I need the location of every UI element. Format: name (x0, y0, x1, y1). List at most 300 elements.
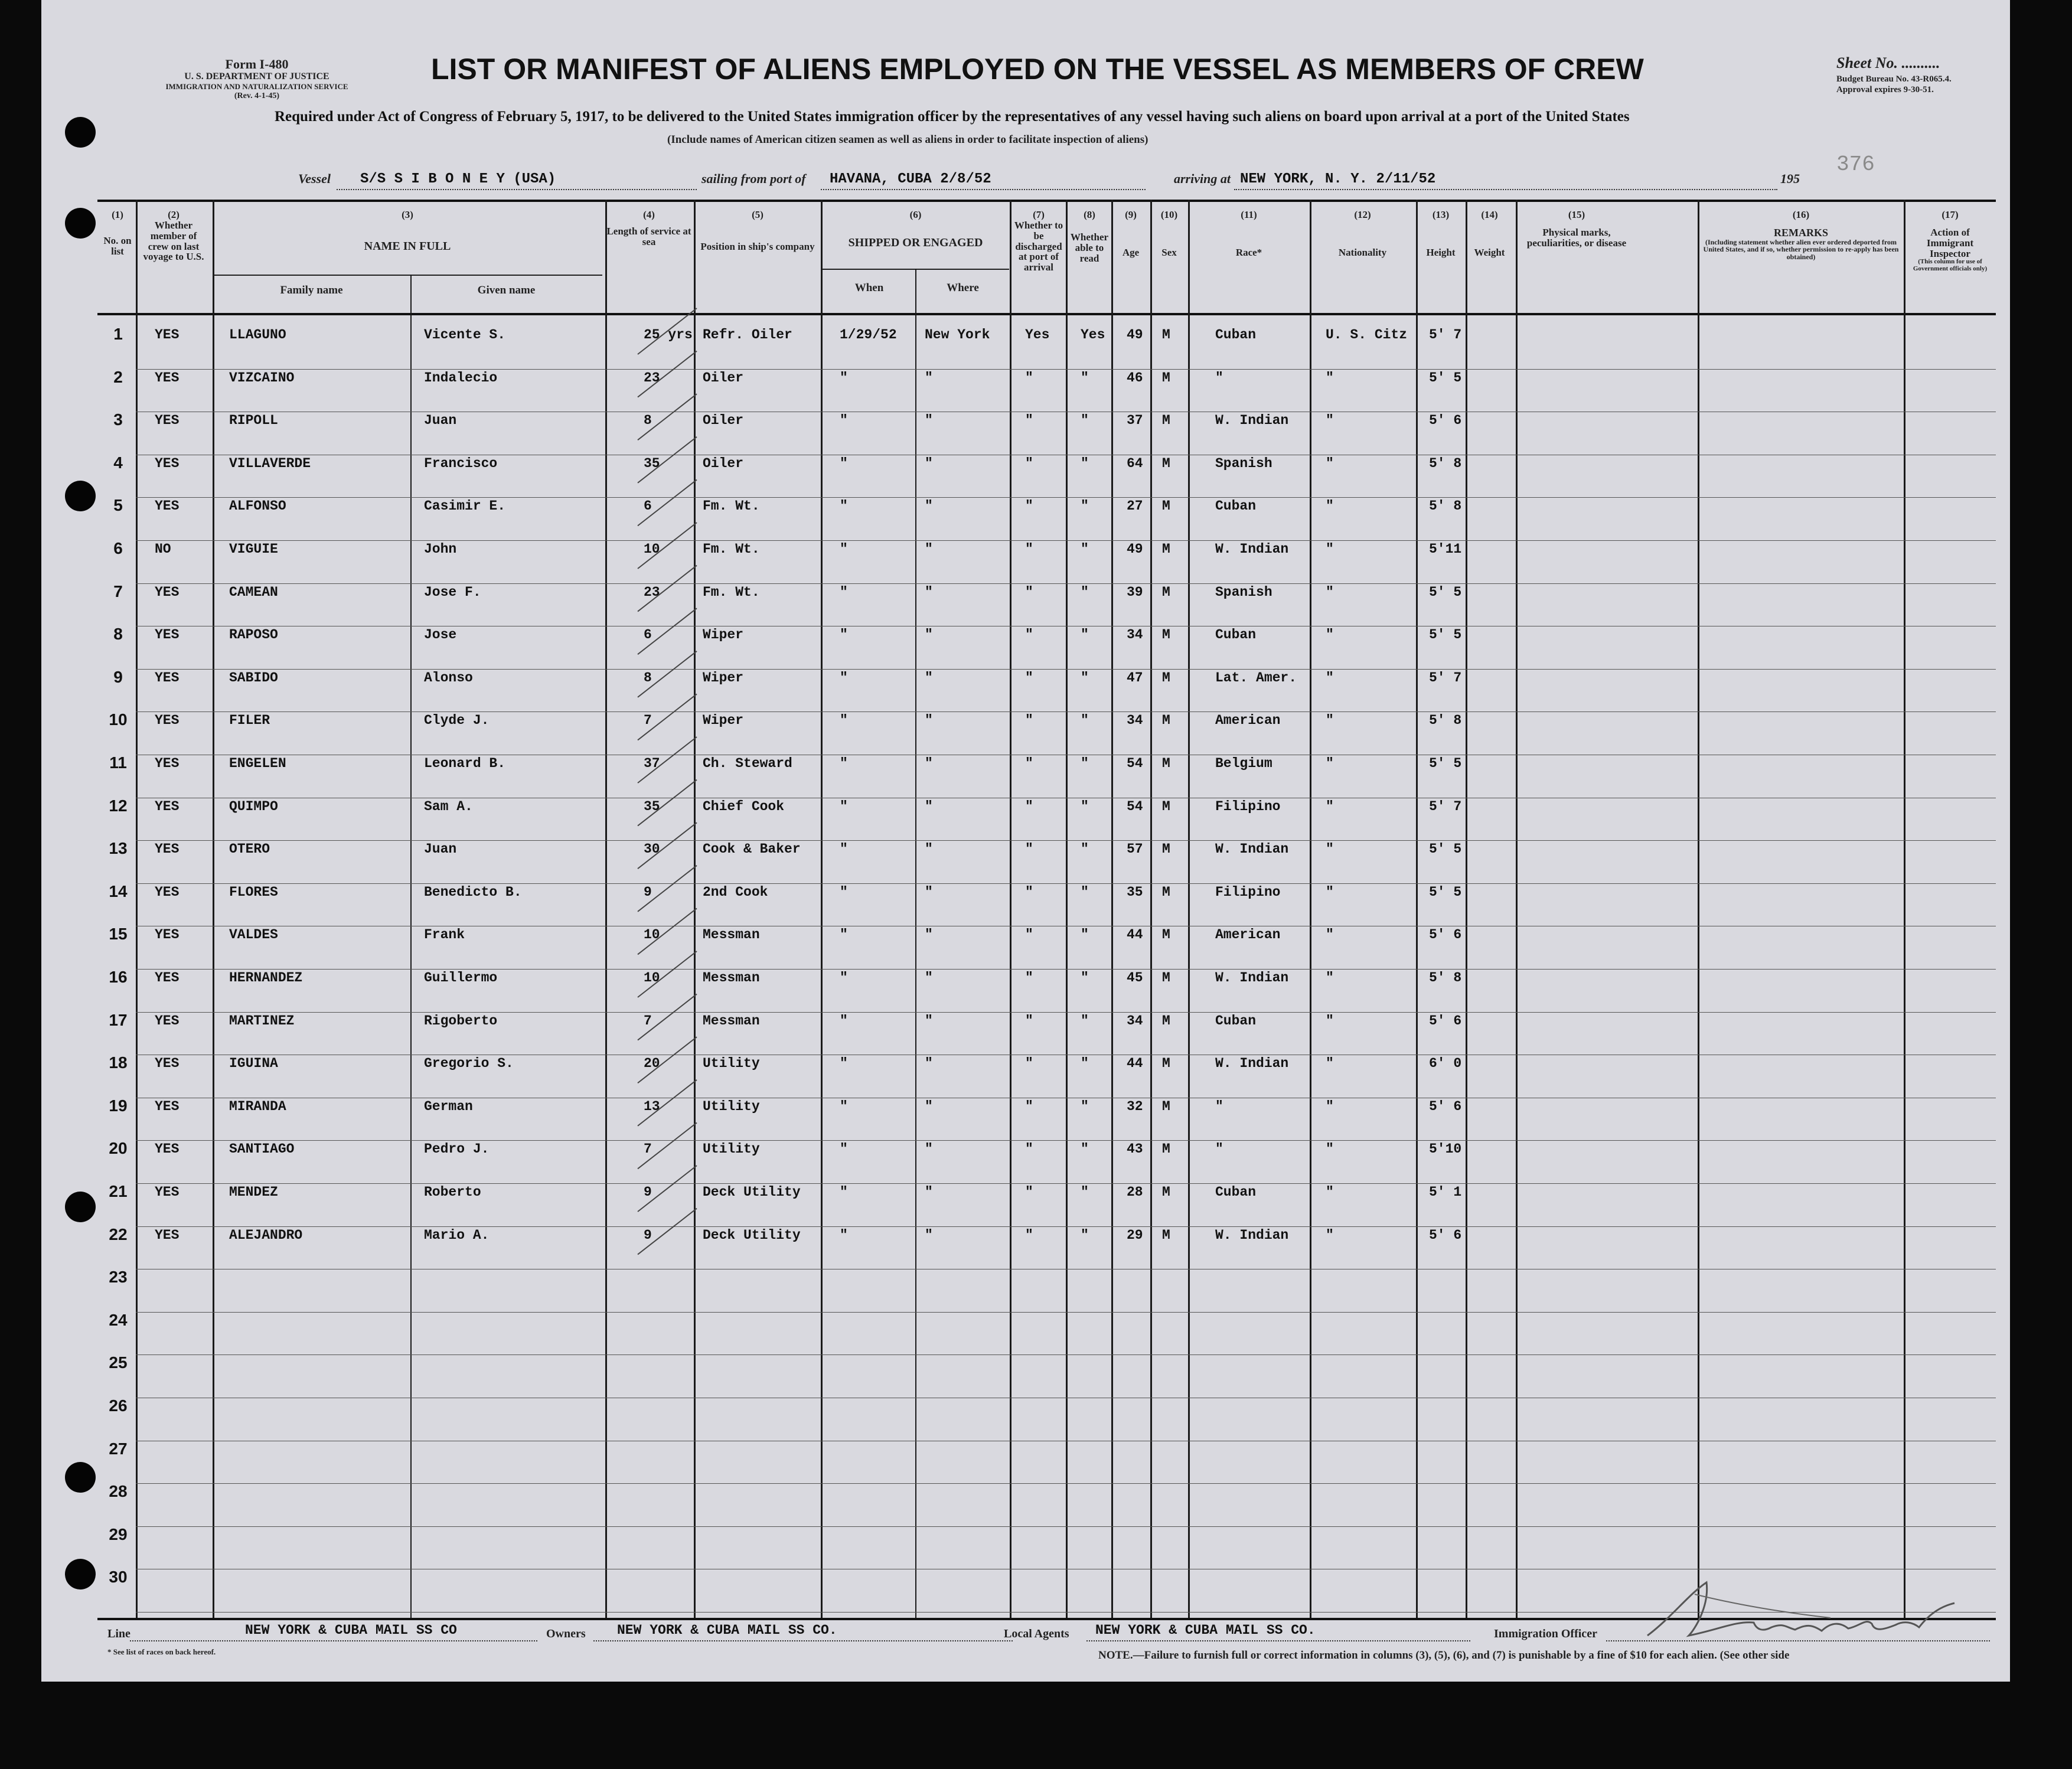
row-number: 26 (109, 1396, 128, 1415)
race-cell: W. Indian (1215, 1056, 1289, 1072)
able-to-read-cell: " (1081, 713, 1089, 729)
col14-number: (14) (1481, 209, 1498, 220)
discharged-cell: " (1025, 541, 1033, 557)
col17-subtitle: (This column for use of Government officials only) (1913, 258, 1988, 272)
sex-cell: M (1162, 370, 1170, 386)
col2-title: Whether member of crew on last voyage to U.S. (143, 219, 204, 263)
shipped-where-cell: " (925, 1056, 933, 1072)
service-length-cell: 30 (644, 841, 660, 857)
agents-value: NEW YORK & CUBA MAIL SS CO. (1095, 1623, 1316, 1638)
shipped-when-cell: " (840, 627, 848, 643)
discharged-cell: " (1025, 1184, 1033, 1200)
able-to-read-cell: " (1081, 498, 1089, 514)
able-to-read-cell: " (1081, 1013, 1089, 1029)
nationality-cell: " (1326, 370, 1334, 386)
prev-voyage-cell: YES (155, 627, 180, 643)
prev-voyage-cell: YES (155, 670, 180, 686)
arriving-label: arriving at (1174, 171, 1231, 186)
officer-label: Immigration Officer (1494, 1627, 1597, 1640)
given-name-cell: Gregorio S. (424, 1056, 514, 1072)
shipped-where-cell: " (925, 370, 933, 386)
age-cell: 32 (1127, 1098, 1143, 1114)
col15-number: (15) (1568, 209, 1585, 220)
service-length-cell: 9 (644, 1184, 652, 1200)
position-cell: Utility (703, 1098, 760, 1114)
prev-voyage-cell: YES (155, 884, 180, 900)
service-length-cell: 6 (644, 498, 652, 514)
nationality-cell: " (1326, 670, 1334, 686)
row-number: 15 (109, 925, 128, 944)
shipped-where-cell: New York (925, 327, 990, 342)
row-number: 27 (109, 1439, 128, 1458)
race-cell: W. Indian (1215, 841, 1289, 857)
col3a-header: Family name (280, 284, 343, 296)
position-cell: Oiler (703, 413, 744, 429)
prev-voyage-cell: YES (155, 841, 180, 857)
service-length-cell: 9 (644, 1227, 652, 1243)
given-name-cell: Sam A. (424, 798, 473, 814)
pen-slash-mark (638, 1080, 697, 1126)
position-cell: Messman (703, 970, 760, 985)
position-cell: Fm. Wt. (703, 584, 760, 600)
shipped-when-cell: " (840, 1141, 848, 1157)
service-length-cell: 7 (644, 1141, 652, 1157)
age-cell: 35 (1127, 884, 1143, 900)
position-cell: Wiper (703, 713, 744, 729)
given-name-cell: Vicente S. (424, 327, 506, 342)
form-instruction: (Include names of American citizen seamen as well as aliens in order to facilitate inspection of aliens) (667, 133, 1148, 146)
service-length-cell: 10 (644, 927, 660, 943)
height-cell: 5' 6 (1429, 413, 1462, 429)
family-name-cell: LLAGUNO (229, 327, 286, 342)
col11-number: (11) (1241, 209, 1257, 220)
discharged-cell: " (1025, 455, 1033, 471)
able-to-read-cell: " (1081, 970, 1089, 985)
shipped-where-cell: " (925, 970, 933, 985)
discharged-cell: " (1025, 713, 1033, 729)
row-number: 12 (109, 796, 128, 815)
discharged-cell: " (1025, 1227, 1033, 1243)
row-number: 14 (109, 882, 128, 900)
sex-cell: M (1162, 455, 1170, 471)
family-name-cell: FLORES (229, 884, 278, 900)
shipped-where-cell: " (925, 713, 933, 729)
prev-voyage-cell: YES (155, 927, 180, 943)
height-cell: 5' 6 (1429, 1227, 1462, 1243)
nationality-cell: " (1326, 798, 1334, 814)
discharged-cell: " (1025, 584, 1033, 600)
row-number: 11 (109, 753, 127, 772)
shipped-where-cell: " (925, 756, 933, 771)
sex-cell: M (1162, 798, 1170, 814)
age-cell: 49 (1127, 327, 1143, 342)
nationality-cell: " (1326, 1227, 1334, 1243)
row-number: 2 (113, 367, 123, 386)
shipped-when-cell: " (840, 370, 848, 386)
pen-slash-mark (638, 608, 697, 654)
shipped-when-cell: " (840, 413, 848, 429)
nationality-cell: " (1326, 884, 1334, 900)
height-cell: 5' 5 (1429, 584, 1462, 600)
height-cell: 5' 5 (1429, 884, 1462, 900)
shipped-when-cell: " (840, 1098, 848, 1114)
height-cell: 5' 7 (1429, 670, 1462, 686)
shipped-when-cell: " (840, 1056, 848, 1072)
able-to-read-cell: " (1081, 370, 1089, 386)
position-cell: Oiler (703, 370, 744, 386)
shipped-where-cell: " (925, 1098, 933, 1114)
race-cell: Cuban (1215, 498, 1257, 514)
service-length-cell: 7 (644, 713, 652, 729)
vessel-name: S/S S I B O N E Y (USA) (360, 171, 556, 187)
age-cell: 44 (1127, 1056, 1143, 1072)
prev-voyage-cell: YES (155, 1184, 180, 1200)
nationality-cell: " (1326, 413, 1334, 429)
sailing-label: sailing from port of (701, 171, 806, 186)
shipped-when-cell: " (840, 455, 848, 471)
nationality-cell: " (1326, 1184, 1334, 1200)
shipped-where-cell: " (925, 670, 933, 686)
height-cell: 5' 5 (1429, 756, 1462, 771)
height-cell: 5' 8 (1429, 713, 1462, 729)
shipped-when-cell: " (840, 1013, 848, 1029)
service-length-cell: 25 yrs (644, 327, 693, 342)
nationality-cell: " (1326, 841, 1334, 857)
given-name-cell: Roberto (424, 1184, 481, 1200)
position-cell: Wiper (703, 670, 744, 686)
shipped-where-cell: " (925, 1184, 933, 1200)
nationality-cell: U. S. Citz (1326, 327, 1408, 342)
race-cell: Belgium (1215, 756, 1272, 771)
col12-number: (12) (1354, 209, 1371, 220)
shipped-where-cell: " (925, 413, 933, 429)
pen-check-marks (41, 0, 2010, 1682)
service-length-cell: 6 (644, 627, 652, 643)
able-to-read-cell: " (1081, 1056, 1089, 1072)
given-name-cell: Rigoberto (424, 1013, 498, 1029)
pen-slash-mark (638, 651, 697, 697)
shipped-where-cell: " (925, 884, 933, 900)
col14-title: Weight (1474, 246, 1505, 258)
service-length-cell: 37 (644, 756, 660, 771)
col16-number: (16) (1792, 209, 1810, 220)
row-number: 6 (113, 539, 123, 557)
given-name-cell: Alonso (424, 670, 473, 686)
pen-slash-mark (638, 437, 697, 483)
service-length-cell: 7 (644, 1013, 652, 1029)
row-number: 9 (113, 667, 123, 686)
age-cell: 39 (1127, 584, 1143, 600)
prev-voyage-cell: YES (155, 370, 180, 386)
agents-label: Local Agents (1004, 1627, 1069, 1640)
service-length-cell: 10 (644, 970, 660, 985)
sex-cell: M (1162, 1184, 1170, 1200)
form-title: LIST OR MANIFEST OF ALIENS EMPLOYED ON THE VESSEL AS MEMBERS OF CREW (431, 53, 1644, 86)
height-cell: 5' 6 (1429, 927, 1462, 943)
age-cell: 27 (1127, 498, 1143, 514)
able-to-read-cell: " (1081, 541, 1089, 557)
line-underline (130, 1640, 537, 1641)
position-cell: Utility (703, 1056, 760, 1072)
service-length-cell: 8 (644, 413, 652, 429)
height-cell: 5' 5 (1429, 841, 1462, 857)
col17-number: (17) (1942, 209, 1959, 220)
discharged-cell: " (1025, 884, 1033, 900)
row-number: 28 (109, 1482, 128, 1501)
family-name-cell: HERNANDEZ (229, 970, 303, 985)
discharged-cell: " (1025, 370, 1033, 386)
shipped-when-cell: " (840, 1227, 848, 1243)
age-cell: 37 (1127, 413, 1143, 429)
nationality-cell: " (1326, 1141, 1334, 1157)
prev-voyage-cell: YES (155, 713, 180, 729)
manifest-sheet (41, 0, 2010, 1682)
row-number: 8 (113, 625, 123, 644)
sex-cell: M (1162, 884, 1170, 900)
shipped-when-cell: " (840, 584, 848, 600)
age-cell: 57 (1127, 841, 1143, 857)
col12-title: Nationality (1338, 246, 1387, 258)
family-name-cell: VALDES (229, 927, 278, 943)
col10-number: (10) (1160, 209, 1178, 220)
discharged-cell: " (1025, 1141, 1033, 1157)
service-length-cell: 10 (644, 541, 660, 557)
height-cell: 5' 6 (1429, 1098, 1462, 1114)
pen-slash-mark (638, 780, 697, 826)
pen-slash-mark (638, 694, 697, 740)
race-cell: W. Indian (1215, 541, 1289, 557)
row-number: 1 (113, 325, 123, 343)
year-label: 195 (1780, 171, 1800, 186)
race-cell: Spanish (1215, 455, 1272, 471)
officer-signature (1636, 1571, 1966, 1653)
sex-cell: M (1162, 541, 1170, 557)
vessel-label: Vessel (298, 171, 331, 186)
position-cell: Deck Utility (703, 1184, 801, 1200)
col13-number: (13) (1432, 209, 1450, 220)
pen-slash-mark (638, 994, 697, 1040)
shipped-when-cell: " (840, 756, 848, 771)
shipped-where-cell: " (925, 841, 933, 857)
height-cell: 5' 1 (1429, 1184, 1462, 1200)
family-name-cell: MARTINEZ (229, 1013, 295, 1029)
row-number: 20 (109, 1139, 128, 1158)
col2-number: (2) (168, 209, 180, 220)
race-cell: Cuban (1215, 627, 1257, 643)
prev-voyage-cell: YES (155, 1227, 180, 1243)
owners-underline (593, 1640, 1013, 1641)
able-to-read-cell: " (1081, 670, 1089, 686)
race-cell: Filipino (1215, 798, 1281, 814)
given-name-cell: Francisco (424, 455, 498, 471)
punch-hole (65, 208, 96, 239)
nationality-cell: " (1326, 970, 1334, 985)
sex-cell: M (1162, 756, 1170, 771)
given-name-cell: Jose (424, 627, 457, 643)
height-cell: 5' 6 (1429, 1013, 1462, 1029)
able-to-read-cell: " (1081, 884, 1089, 900)
given-name-cell: Frank (424, 927, 465, 943)
able-to-read-cell: Yes (1081, 327, 1105, 342)
race-cell: Cuban (1215, 327, 1257, 342)
given-name-cell: Leonard B. (424, 756, 506, 771)
pen-slash-mark (638, 951, 697, 997)
prev-voyage-cell: YES (155, 970, 180, 985)
prev-voyage-cell: YES (155, 798, 180, 814)
family-name-cell: FILER (229, 713, 270, 729)
sex-cell: M (1162, 713, 1170, 729)
sex-cell: M (1162, 1141, 1170, 1157)
sheet-label: Sheet No. (1836, 54, 1898, 71)
prev-voyage-cell: YES (155, 413, 180, 429)
able-to-read-cell: " (1081, 756, 1089, 771)
col3b-header: Given name (477, 284, 536, 296)
sex-cell: M (1162, 927, 1170, 943)
service-length-cell: 23 (644, 370, 660, 386)
race-cell: Filipino (1215, 884, 1281, 900)
punch-hole (65, 117, 96, 148)
position-cell: 2nd Cook (703, 884, 768, 900)
family-name-cell: MENDEZ (229, 1184, 278, 1200)
position-cell: Chief Cook (703, 798, 785, 814)
sex-cell: M (1162, 498, 1170, 514)
position-cell: Refr. Oiler (703, 327, 792, 342)
races-note: * See list of races on back hereof. (107, 1647, 216, 1656)
nationality-cell: " (1326, 1056, 1334, 1072)
nationality-cell: " (1326, 455, 1334, 471)
discharged-cell: " (1025, 1013, 1033, 1029)
col5-number: (5) (752, 209, 763, 220)
row-number: 4 (113, 453, 123, 472)
shipped-where-cell: " (925, 541, 933, 557)
age-cell: 54 (1127, 798, 1143, 814)
family-name-cell: VIZCAINO (229, 370, 295, 386)
row-number: 21 (109, 1182, 128, 1200)
age-cell: 49 (1127, 541, 1143, 557)
able-to-read-cell: " (1081, 584, 1089, 600)
nationality-cell: " (1326, 627, 1334, 643)
pen-slash-mark (638, 1209, 697, 1255)
pen-slash-mark (638, 823, 697, 869)
height-cell: 5'11 (1429, 541, 1462, 557)
owners-value: NEW YORK & CUBA MAIL SS CO. (617, 1623, 837, 1638)
pen-slash-mark (638, 1037, 697, 1083)
age-cell: 54 (1127, 756, 1143, 771)
age-cell: 29 (1127, 1227, 1143, 1243)
col9-number: (9) (1125, 209, 1137, 220)
shipped-where-cell: " (925, 1013, 933, 1029)
height-cell: 5'10 (1429, 1141, 1462, 1157)
form-subtitle: Required under Act of Congress of February 5, 1917, to be delivered to the United States immigration officer by the representatives of any vessel having such aliens on board upon arrival at a port of the United States (275, 109, 1630, 125)
col6-title: SHIPPED OR ENGAGED (848, 236, 983, 249)
col8-number: (8) (1084, 209, 1095, 220)
row-number: 17 (109, 1010, 128, 1029)
discharged-cell: " (1025, 1098, 1033, 1114)
row-number: 7 (113, 582, 123, 600)
height-cell: 5' 8 (1429, 498, 1462, 514)
family-name-cell: RIPOLL (229, 413, 278, 429)
service-length-cell: 8 (644, 670, 652, 686)
col3-title: NAME IN FULL (364, 239, 451, 253)
pen-slash-mark (638, 908, 697, 954)
approval-expiry: Approval expires 9-30-51. (1836, 85, 1934, 94)
punch-hole (65, 1192, 96, 1222)
nationality-cell: " (1326, 541, 1334, 557)
shipped-when-cell: 1/29/52 (840, 327, 897, 342)
sex-cell: M (1162, 670, 1170, 686)
service-length-cell: 9 (644, 884, 652, 900)
row-number: 24 (109, 1310, 128, 1329)
prev-voyage-cell: YES (155, 498, 180, 514)
pen-slash-mark (638, 308, 697, 354)
discharged-cell: " (1025, 970, 1033, 985)
shipped-when-cell: " (840, 884, 848, 900)
pen-slash-mark (638, 479, 697, 526)
col16-subtitle: (Including statement whether alien ever ordered deported from United States, and if so, whether permission to re-apply has been obtained) (1703, 237, 1899, 261)
shipped-when-cell: " (840, 713, 848, 729)
sailing-port: HAVANA, CUBA 2/8/52 (830, 171, 991, 187)
race-cell: American (1215, 927, 1281, 943)
col6a-header: When (854, 282, 884, 294)
height-cell: 5' 5 (1429, 627, 1462, 643)
discharged-cell: " (1025, 798, 1033, 814)
pen-slash-mark (638, 866, 697, 912)
discharged-cell: " (1025, 498, 1033, 514)
able-to-read-cell: " (1081, 798, 1089, 814)
able-to-read-cell: " (1081, 927, 1089, 943)
prev-voyage-cell: YES (155, 584, 180, 600)
position-cell: Ch. Steward (703, 756, 792, 771)
pen-slash-mark (638, 566, 697, 612)
given-name-cell: Casimir E. (424, 498, 506, 514)
pen-slash-mark (638, 1166, 697, 1212)
col10-title: Sex (1161, 246, 1177, 258)
row-number: 10 (109, 710, 128, 729)
shipped-where-cell: " (925, 1227, 933, 1243)
able-to-read-cell: " (1081, 1141, 1089, 1157)
sex-cell: M (1162, 1013, 1170, 1029)
service-name: IMMIGRATION AND NATURALIZATION SERVICE (165, 81, 348, 91)
discharged-cell: " (1025, 627, 1033, 643)
age-cell: 28 (1127, 1184, 1143, 1200)
sex-cell: M (1162, 627, 1170, 643)
row-number: 22 (109, 1225, 128, 1243)
shipped-when-cell: " (840, 798, 848, 814)
prev-voyage-cell: YES (155, 1141, 180, 1157)
family-name-cell: RAPOSO (229, 627, 278, 643)
row-number: 30 (109, 1568, 128, 1587)
prev-voyage-cell: YES (155, 455, 180, 471)
sex-cell: M (1162, 970, 1170, 985)
nationality-cell: " (1326, 1013, 1334, 1029)
row-number: 29 (109, 1525, 128, 1543)
age-cell: 44 (1127, 927, 1143, 943)
height-cell: 5' 8 (1429, 970, 1462, 985)
col17-title: Action of Immigrant Inspector (1926, 226, 1974, 259)
position-cell: Wiper (703, 627, 744, 643)
position-cell: Fm. Wt. (703, 541, 760, 557)
family-name-cell: ENGELEN (229, 756, 286, 771)
nationality-cell: " (1326, 927, 1334, 943)
race-cell: " (1215, 1098, 1223, 1114)
able-to-read-cell: " (1081, 627, 1089, 643)
race-cell: " (1215, 1141, 1223, 1157)
nationality-cell: " (1326, 756, 1334, 771)
col5-title: Position in ship's company (700, 240, 815, 252)
race-cell: American (1215, 713, 1281, 729)
shipped-where-cell: " (925, 798, 933, 814)
discharged-cell: " (1025, 841, 1033, 857)
